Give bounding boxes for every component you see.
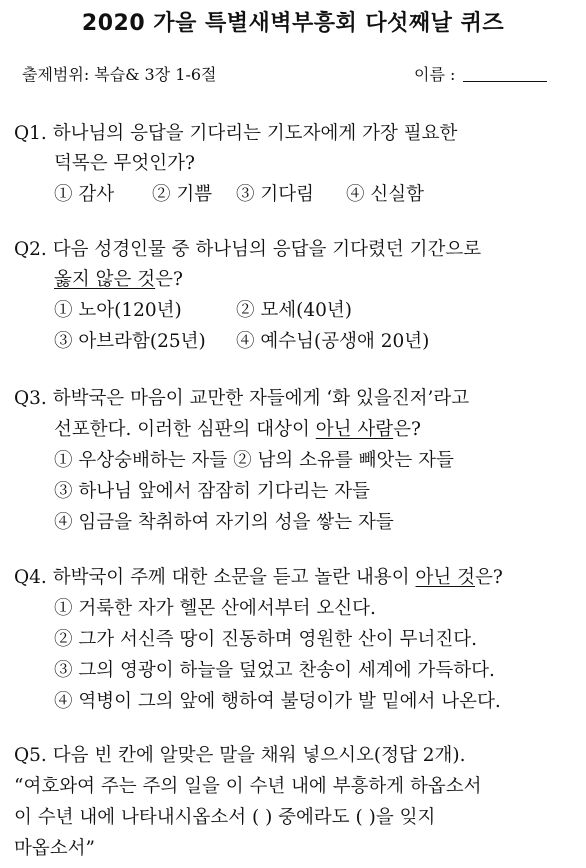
q2-option-4: ④ 예수님(공생애 20년) — [236, 331, 430, 352]
q2-underlined-text: 옳지 않은 것 — [54, 269, 156, 290]
q2-question-line2 — [54, 268, 183, 292]
q2-options-row1 — [54, 299, 352, 323]
q1-option-3: ③ 기다림 — [236, 184, 314, 205]
q2-option-1: ① 노아(120년) — [54, 300, 182, 321]
q4-underlined-text: 아닌 것 — [415, 567, 476, 588]
q4-option-2: ② 그가 서신즉 땅이 진동하며 영원한 산이 무너진다. — [54, 629, 477, 650]
page-title: 2020 가을 특별새벽부흥회 다섯째날 퀴즈 — [81, 11, 505, 36]
q1-option-1: ① 감사 — [54, 184, 115, 205]
q4-question-end: 은? — [475, 567, 503, 588]
q2-options-row2 — [54, 330, 429, 354]
exam-range: 출제범위: 복습& 3장 1-6절 — [22, 65, 217, 84]
q5-question-line1: Q5. 다음 빈 칸에 알맞은 말을 채워 넣으시오(정답 2개). — [14, 745, 466, 766]
q3-question-text: 선포한다. 이러한 심판의 대상이 — [54, 419, 316, 440]
q4-option-1: ① 거룩한 자가 헬몬 산에서부터 오신다. — [54, 598, 376, 619]
q1-option-2: ② 기쁨 — [152, 184, 213, 205]
q2-question-line1: Q2. 다음 성경인물 중 하나님의 응답을 기다렸던 기간으로 — [14, 239, 482, 260]
q3-option-row1: ① 우상숭배하는 자들 ② 남의 소유를 빼앗는 자들 — [54, 450, 454, 471]
q2-question-end: 은? — [155, 269, 183, 290]
q5-verse-line2: 이 수년 내에 나타내시옵소서 ( ) 중에라도 ( )을 잊지 — [14, 807, 436, 828]
q3-question-end: 은? — [393, 419, 421, 440]
q4-question-text: Q4. 하박국이 주께 대한 소문을 듣고 놀란 내용이 — [14, 567, 416, 588]
q3-option-row2: ③ 하나님 앞에서 잠잠히 기다리는 자들 — [54, 481, 370, 502]
q4-question-line1 — [14, 566, 503, 590]
q2-option-3: ③ 아브라함(25년) — [54, 331, 206, 352]
q1-options — [54, 183, 424, 207]
q5-verse-line1: “여호와여 주는 주의 일을 이 수년 내에 부흥하게 하옵소서 — [14, 776, 482, 797]
q5-verse-line3: 마옵소서” — [14, 838, 95, 859]
q4-option-3: ③ 그의 영광이 하늘을 덮었고 찬송이 세계에 가득하다. — [54, 660, 495, 681]
q3-underlined-text: 아닌 사람 — [315, 419, 394, 440]
q3-option-row3: ④ 임금을 착취하여 자기의 성을 쌓는 자들 — [54, 512, 394, 533]
q3-question-line1: Q3. 하박국은 마음이 교만한 자들에게 ‘화 있을진저’라고 — [14, 388, 470, 409]
name-label: 이름 : — [414, 65, 456, 84]
q4-option-4: ④ 역병이 그의 앞에 행하여 불덩이가 발 밑에서 나온다. — [54, 691, 501, 712]
name-field — [414, 62, 547, 85]
q3-question-line2 — [54, 418, 421, 442]
q1-question-line1: Q1. 하나님의 응답을 기다리는 기도자에게 가장 필요한 — [14, 123, 458, 144]
q1-question-line2: 덕목은 무엇인가? — [54, 153, 195, 174]
q1-option-4: ④ 신실함 — [346, 184, 424, 205]
q2-option-2: ② 모세(40년) — [236, 300, 352, 321]
name-blank-line — [463, 65, 547, 82]
